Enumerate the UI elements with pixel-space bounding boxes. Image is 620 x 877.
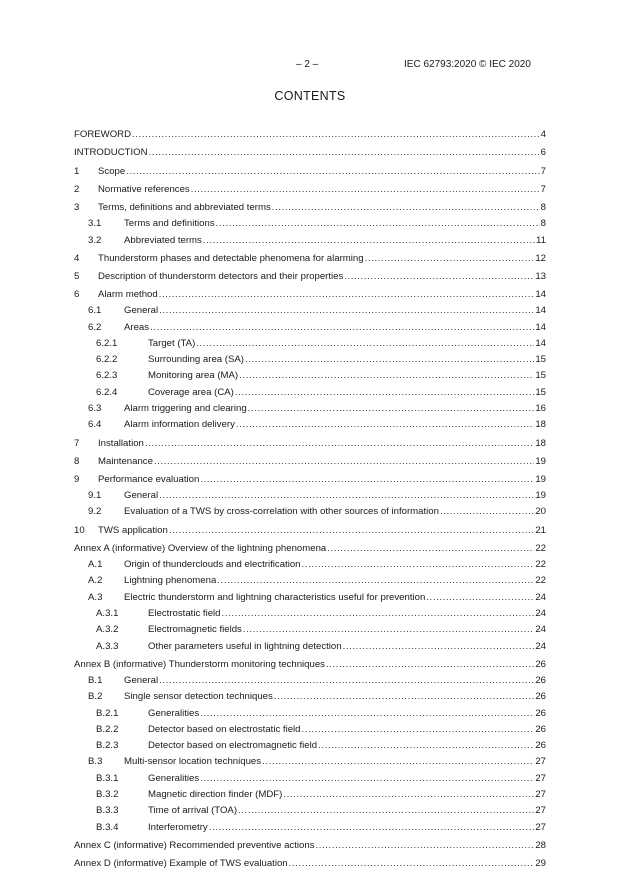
- toc-entry-number: 10: [74, 524, 85, 536]
- toc-entry[interactable]: [74, 265, 546, 283]
- dot-leader: [283, 789, 534, 801]
- toc-entry-page: 26: [535, 691, 546, 703]
- toc-entry-number: 6: [74, 289, 80, 301]
- toc-entry[interactable]: [74, 486, 546, 502]
- dot-leader: [289, 858, 535, 870]
- toc-entry-title: Target (TA): [148, 337, 196, 349]
- toc-entry[interactable]: [74, 431, 546, 449]
- toc-entry[interactable]: [74, 350, 546, 366]
- dot-leader: [344, 271, 534, 283]
- toc-entry-number: B.3: [88, 756, 103, 768]
- toc-entry[interactable]: [74, 159, 546, 177]
- dot-leader: [149, 147, 540, 159]
- toc-entry-page: 19: [535, 490, 546, 502]
- toc-entry-page: 18: [535, 419, 546, 431]
- dot-leader: [132, 129, 540, 141]
- toc-entry-page: 27: [535, 821, 546, 833]
- toc-entry[interactable]: [74, 604, 546, 620]
- toc-entry-title: Terms and definitions: [124, 218, 215, 230]
- dot-leader: [200, 773, 534, 785]
- toc-entry-title: General: [124, 305, 159, 317]
- toc-entry-title: Installation: [98, 437, 144, 449]
- toc-entry-number: B.3.1: [96, 772, 119, 784]
- toc-entry-page: 14: [535, 289, 546, 301]
- toc-entry-title: Single sensor detection techniques: [124, 691, 273, 703]
- toc-entry-title: Monitoring area (MA): [148, 370, 239, 382]
- toc-entry[interactable]: [74, 468, 546, 486]
- toc-entry-number: B.3.4: [96, 821, 119, 833]
- toc-entry-number: 6.2.1: [96, 337, 118, 349]
- toc-entry-page: 6: [540, 147, 546, 159]
- toc-entry[interactable]: [74, 703, 546, 719]
- toc-entry-page: 7: [540, 183, 546, 195]
- toc-entry[interactable]: [74, 334, 546, 350]
- toc-entry-page: 24: [535, 607, 546, 619]
- dot-leader: [426, 592, 534, 604]
- toc-entry-title: Origin of thunderclouds and electrification: [124, 559, 301, 571]
- dot-leader: [145, 438, 534, 450]
- dot-leader: [239, 370, 534, 382]
- toc-entry-number: 6.2: [88, 321, 102, 333]
- toc-entry-title: Evaluation of a TWS by cross-correlation with other sources of information: [124, 506, 439, 518]
- toc-entry[interactable]: [74, 653, 546, 671]
- toc-entry-number: A.3.2: [96, 624, 119, 636]
- toc-entry-number: 3: [74, 201, 80, 213]
- toc-entry-title: Other parameters useful in lightning detection: [148, 640, 342, 652]
- toc-entry-title: Alarm method: [98, 289, 158, 301]
- toc-entry-page: 13: [535, 270, 546, 282]
- toc-entry[interactable]: [74, 687, 546, 703]
- toc-entry-title: Maintenance: [98, 455, 153, 467]
- toc-entry[interactable]: [74, 196, 546, 214]
- dot-leader: [200, 474, 534, 486]
- toc-entry-title: Multi-sensor location techniques: [124, 756, 262, 768]
- toc-entry-page: 26: [535, 707, 546, 719]
- toc-entry-number: B.2: [88, 691, 103, 703]
- toc-entry-page: 22: [535, 542, 546, 554]
- toc-entry-title: Annex D (informative) Example of TWS evaluation: [74, 857, 288, 869]
- dot-leader: [216, 218, 540, 230]
- toc-entry[interactable]: [74, 317, 546, 333]
- toc-entry-title: Alarm triggering and clearing: [124, 403, 247, 415]
- toc-entry-title: FOREWORD: [74, 129, 132, 141]
- toc-entry[interactable]: [74, 301, 546, 317]
- toc-entry[interactable]: [74, 852, 546, 870]
- dot-leader: [203, 235, 535, 247]
- dot-leader: [316, 840, 535, 852]
- table-of-contents: [74, 123, 546, 870]
- toc-entry[interactable]: [74, 382, 546, 398]
- dot-leader: [235, 387, 534, 399]
- toc-entry-title: Abbreviated terms: [124, 234, 202, 246]
- toc-entry[interactable]: [74, 450, 546, 468]
- toc-entry[interactable]: [74, 366, 546, 382]
- toc-entry-title: Interferometry: [148, 821, 208, 833]
- toc-entry-title: Magnetic direction finder (MDF): [148, 788, 283, 800]
- toc-entry-title: Areas: [124, 321, 150, 333]
- toc-entry[interactable]: [74, 785, 546, 801]
- toc-entry-page: 8: [540, 201, 546, 213]
- toc-entry-title: Coverage area (CA): [148, 386, 234, 398]
- toc-entry[interactable]: [74, 537, 546, 555]
- toc-entry-page: 8: [540, 218, 546, 230]
- dot-leader: [169, 525, 534, 537]
- dot-leader: [440, 506, 534, 518]
- toc-entry[interactable]: [74, 214, 546, 230]
- toc-entry-number: 5: [74, 270, 80, 282]
- toc-entry-title: Electromagnetic fields: [148, 624, 242, 636]
- page-number: – 2 –: [296, 59, 319, 70]
- toc-entry-title: Generalities: [148, 772, 200, 784]
- toc-entry[interactable]: [74, 518, 546, 536]
- dot-leader: [200, 708, 534, 720]
- toc-entry-number: 7: [74, 437, 80, 449]
- toc-entry-number: 6.4: [88, 419, 102, 431]
- dot-leader: [318, 740, 534, 752]
- toc-entry[interactable]: [74, 571, 546, 587]
- toc-entry-page: 24: [535, 591, 546, 603]
- toc-entry-title: INTRODUCTION: [74, 147, 148, 159]
- toc-entry-title: Thunderstorm phases and detectable phenomena for alarming: [98, 252, 364, 264]
- toc-entry-title: Description of thunderstorm detectors and their properties: [98, 270, 344, 282]
- toc-entry-number: 6.2.2: [96, 354, 118, 366]
- toc-entry-page: 27: [535, 805, 546, 817]
- toc-entry[interactable]: [74, 636, 546, 652]
- toc-entry-title: Time of arrival (TOA): [148, 805, 238, 817]
- toc-entry[interactable]: [74, 247, 546, 265]
- toc-entry-page: 18: [535, 437, 546, 449]
- toc-entry-page: 19: [535, 473, 546, 485]
- toc-entry-page: 14: [535, 337, 546, 349]
- dot-leader: [365, 253, 535, 265]
- dot-leader: [327, 543, 534, 555]
- toc-entry-page: 20: [535, 506, 546, 518]
- toc-entry-number: 6.1: [88, 305, 102, 317]
- toc-entry-number: 3.2: [88, 234, 102, 246]
- page-header: [0, 59, 620, 73]
- toc-entry-number: 8: [74, 455, 80, 467]
- toc-entry-page: 14: [535, 321, 546, 333]
- toc-entry-page: 27: [535, 788, 546, 800]
- toc-entry-title: Normative references: [98, 183, 190, 195]
- toc-entry-title: Surrounding area (SA): [148, 354, 244, 366]
- dot-leader: [302, 559, 535, 571]
- dot-leader: [238, 805, 534, 817]
- toc-entry[interactable]: [74, 736, 546, 752]
- toc-entry-page: 28: [535, 839, 546, 851]
- toc-entry[interactable]: [74, 555, 546, 571]
- toc-entry-title: Electrostatic field: [148, 607, 221, 619]
- toc-entry-page: 26: [535, 723, 546, 735]
- dot-leader: [154, 456, 534, 468]
- toc-entry-page: 15: [535, 354, 546, 366]
- dot-leader: [302, 724, 535, 736]
- dot-leader: [159, 675, 534, 687]
- toc-entry-number: B.3.2: [96, 788, 119, 800]
- toc-entry-number: 3.1: [88, 218, 102, 230]
- dot-leader: [126, 166, 539, 178]
- toc-entry[interactable]: [74, 141, 546, 159]
- toc-entry-number: 9.2: [88, 506, 102, 518]
- toc-entry-page: 16: [535, 403, 546, 415]
- toc-entry[interactable]: [74, 123, 546, 141]
- toc-entry-page: 22: [535, 559, 546, 571]
- toc-entry-title: Electric thunderstorm and lightning characteristics useful for prevention: [124, 591, 426, 603]
- toc-entry-title: Performance evaluation: [98, 473, 200, 485]
- toc-entry[interactable]: [74, 283, 546, 301]
- toc-entry-number: 9.1: [88, 490, 102, 502]
- dot-leader: [326, 659, 534, 671]
- dot-leader: [191, 184, 540, 196]
- toc-entry-page: 12: [535, 252, 546, 264]
- dot-leader: [150, 322, 534, 334]
- document-id: IEC 62793:2020 © IEC 2020: [404, 59, 531, 70]
- dot-leader: [159, 289, 535, 301]
- dot-leader: [159, 305, 534, 317]
- dot-leader: [236, 419, 534, 431]
- dot-leader: [217, 575, 534, 587]
- toc-entry[interactable]: [74, 752, 546, 768]
- toc-entry[interactable]: [74, 768, 546, 784]
- toc-entry-title: General: [124, 490, 159, 502]
- dot-leader: [343, 641, 535, 653]
- toc-entry-title: Annex B (informative) Thunderstorm monitoring techniques: [74, 658, 325, 670]
- dot-leader: [222, 608, 535, 620]
- toc-entry-number: B.2.1: [96, 707, 119, 719]
- toc-entry-title: TWS application: [98, 524, 168, 536]
- toc-entry[interactable]: [74, 720, 546, 736]
- toc-entry-title: Detector based on electromagnetic field: [148, 740, 318, 752]
- toc-entry-number: A.2: [88, 575, 103, 587]
- toc-entry[interactable]: [74, 801, 546, 817]
- toc-entry-page: 26: [535, 740, 546, 752]
- dot-leader: [159, 490, 534, 502]
- toc-entry-number: B.1: [88, 674, 103, 686]
- toc-entry-title: Annex A (informative) Overview of the lightning phenomena: [74, 542, 327, 554]
- toc-entry-page: 15: [535, 370, 546, 382]
- toc-entry-page: 21: [535, 524, 546, 536]
- dot-leader: [262, 756, 534, 768]
- toc-entry-number: B.2.3: [96, 740, 119, 752]
- toc-entry-page: 24: [535, 624, 546, 636]
- toc-entry-number: 1: [74, 165, 80, 177]
- toc-entry-title: Lightning phenomena: [124, 575, 217, 587]
- toc-entry[interactable]: [74, 178, 546, 196]
- toc-entry[interactable]: [74, 817, 546, 833]
- toc-entry-title: Generalities: [148, 707, 200, 719]
- toc-entry-page: 11: [536, 234, 546, 246]
- toc-entry-title: Terms, definitions and abbreviated terms: [98, 201, 271, 213]
- toc-entry-number: B.2.2: [96, 723, 119, 735]
- toc-entry-page: 29: [535, 857, 546, 869]
- toc-entry-page: 27: [535, 772, 546, 784]
- toc-entry-number: A.3.1: [96, 607, 119, 619]
- toc-entry-title: Detector based on electrostatic field: [148, 723, 301, 735]
- toc-title: CONTENTS: [274, 89, 346, 103]
- toc-entry[interactable]: [74, 671, 546, 687]
- toc-entry-title: Alarm information delivery: [124, 419, 235, 431]
- dot-leader: [196, 338, 534, 350]
- toc-entry-page: 22: [535, 575, 546, 587]
- toc-entry-page: 14: [535, 305, 546, 317]
- toc-entry-number: 4: [74, 252, 80, 264]
- toc-entry[interactable]: [74, 620, 546, 636]
- toc-entry[interactable]: [74, 399, 546, 415]
- toc-entry-number: 6.2.3: [96, 370, 118, 382]
- toc-entry-page: 7: [540, 165, 546, 177]
- toc-entry-page: 4: [540, 129, 546, 141]
- toc-entry-number: B.3.3: [96, 805, 119, 817]
- toc-entry-number: 6.2.4: [96, 386, 118, 398]
- toc-entry-number: A.1: [88, 559, 103, 571]
- toc-entry[interactable]: [74, 415, 546, 431]
- toc-entry-number: 2: [74, 183, 80, 195]
- dot-leader: [272, 202, 540, 214]
- toc-entry-page: 15: [535, 386, 546, 398]
- toc-entry-title: General: [124, 674, 159, 686]
- toc-entry-title: Scope: [98, 165, 126, 177]
- toc-entry-page: 19: [535, 455, 546, 467]
- dot-leader: [245, 354, 534, 366]
- toc-entry[interactable]: [74, 502, 546, 518]
- toc-entry-page: 26: [535, 658, 546, 670]
- toc-entry-title: Annex C (informative) Recommended preventive actions: [74, 839, 315, 851]
- toc-entry-number: 9: [74, 473, 80, 485]
- toc-entry-page: 26: [535, 674, 546, 686]
- toc-entry-page: 27: [535, 756, 546, 768]
- dot-leader: [274, 691, 535, 703]
- toc-entry[interactable]: [74, 230, 546, 246]
- toc-entry-number: A.3: [88, 591, 103, 603]
- toc-entry-page: 24: [535, 640, 546, 652]
- dot-leader: [243, 624, 534, 636]
- dot-leader: [209, 822, 535, 834]
- toc-entry-number: A.3.3: [96, 640, 119, 652]
- dot-leader: [248, 403, 535, 415]
- toc-entry[interactable]: [74, 834, 546, 852]
- toc-entry[interactable]: [74, 587, 546, 603]
- toc-entry-number: 6.3: [88, 403, 102, 415]
